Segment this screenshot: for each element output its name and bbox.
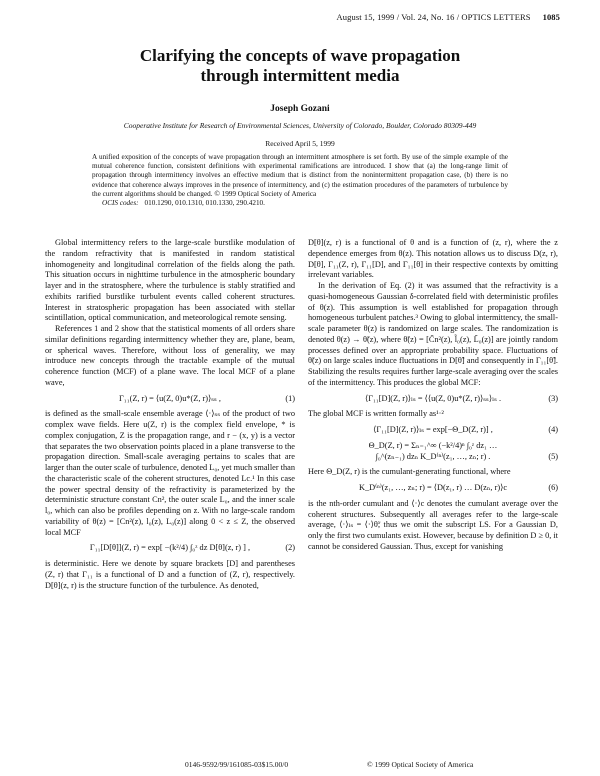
abstract: [92, 153, 508, 208]
equation-3: [308, 394, 558, 405]
equation-number: (2): [285, 543, 295, 553]
equation-body: ⟨Γ₁₁[D](Z, r)⟩ₗₛ = ⟨⟨u(Z, 0)u*(Z, r)⟩ₛₛ⟩ₗₛ .: [364, 393, 502, 403]
ocis-values: 010.1290, 010.1310, 010.1330, 290.4210.: [144, 199, 265, 208]
equation-body: ⟨Γ₁₁[D](Z, r)⟩ₗₛ = exp[−Θ_D(Z, r)] ,: [373, 425, 493, 434]
abstract-text: A unified exposition of the concepts of wave propagation through an intermittent atmosphere is set forth. By use of the simple example of the mutual coherence function, consistent definitions with experimental ramifications are introduced. I show that (a) the long-range limit of propagation through intermittency involves an effective medium that is distinct from the nonintermittent propagation case, (b) there is no evidence that coherence always improves in the presence of intermittency, and (c) the estimation procedures of the parameters of turbulence by the current algorithms should be changed. © 1999 Optical Society of America: [92, 153, 508, 198]
equation-number: (3): [548, 393, 558, 403]
equation-1: [45, 394, 295, 405]
equation-body: Γ₁₁(Z, r) = ⟨u(Z, 0)u*(Z, r)⟩ₛₛ ,: [119, 393, 221, 403]
journal-info: August 15, 1999 / Vol. 24, No. 16 / OPTICS LETTERS: [336, 12, 531, 22]
equation-line: Θ_D(Z, r) = Σₙ₌₁^∞ (−k²/4)ⁿ ∫₀ᶻ dz₁ …: [368, 440, 498, 450]
paragraph: is the nth-order cumulant and ⟨·⟩c denotes the cumulant average over the coherent structures. Subsequently all averages refer to the large-scale average, ⟨·⟩ₗₛ = ⟨·⟩θ̃; thus we omit the subscript LS. For a Gaussian D, only the first two cumulants exist. However, because by definition D ≥ 0, it cannot be considered Gaussian. Thus, except for vanishing: [308, 498, 558, 551]
equation-6: [308, 483, 558, 494]
paper-title: [0, 46, 600, 86]
equation-number: (6): [548, 483, 558, 492]
author-affiliation: Cooperative Institute for Research of Environmental Sciences, University of Colorado, Boulder, Colorado 80309-449: [123, 121, 477, 130]
author-name: Joseph Gozani: [270, 104, 330, 114]
paragraph: D[θ](z, r) is a functional of θ and is a function of (z, r), where the z dependence emerges from θ(z). This notation allows us to discuss D(z, r), D[θ], Γ₁₁(Z, r), Γ₁₁[D], and Γ₁₁[θ] in their respective contexts by omitting irrelevant variables.: [308, 238, 558, 280]
paragraph: is deterministic. Here we denote by square brackets [D] and parentheses (Z, r) that Γ₁₁ is a functional of D and a function of (Z, r), respectively. D[θ](z, r) is the structure function of the turbulence. As denoted,: [45, 559, 295, 590]
equation-4: [308, 425, 558, 436]
equation-number: (5): [548, 451, 558, 461]
paragraph: Global intermittency refers to the large-scale burstlike modulation of the random refractivity that is manifested in random statistical inhomogeneity and longitudinal correlation of the fields along the path. This situation occurs in nighttime turbulence in the atmospheric boundary layer and in the stratosphere, where the turbulence is stably stratified and exhibits rarified burstlike turbulent events called coherent structures. Interest in stratospheric propagation has been associated with stellar scintillation, optical communication, and meteorological remote sensing.: [45, 238, 295, 323]
equation-number: (4): [548, 425, 558, 434]
running-header: [337, 12, 560, 22]
title-line-1: Clarifying the concepts of wave propagation: [139, 46, 461, 65]
title-line-2: through intermittent media: [200, 66, 400, 85]
ocis-codes: [102, 199, 508, 208]
equation-5: [308, 441, 558, 463]
paragraph: is defined as the small-scale ensemble average ⟨·⟩ₛₛ of the product of two complex wave fields. Here u(Z, r) is the complex field envelope, * is complex conjugation, Z is the propagation range, and r − (x, y) is a vector that separates the two observation points placed in a plane transverse to the propagation direction. Small-scale averaging pertains to scales that are larger than the outer scale of turbulence, denoted L₀, yet much smaller than the characteristic scale of the coherent structures, denoted Lc.¹ In this case the power spectral density of the refractivity is parameterized by the deterministic structure constant Cn², the outer scale L₀, and the inner scale l₀, which can also be profiles depending on z. With no large-scale random variability of θ(z) = [Cn²(z), l₀(z), L₀(z)] along 0 < z ≤ Z, the observed local MCF: [45, 409, 295, 537]
equation-body: Γ₁₁[D[θ]](Z, r) = exp[ −(k²/4) ∫₀ᶻ dz D[θ](z, r) ] ,: [89, 543, 251, 553]
equation-2: [45, 543, 295, 554]
copyright: © 1999 Optical Society of America: [367, 760, 474, 769]
equation-line: ∫₀^(zₙ₋₁) dzₙ K_D⁽ⁿ⁾(z₁, …, zₙ; r) .: [375, 451, 491, 461]
paragraph: References 1 and 2 show that the statistical moments of all orders share similar definitions regarding intermittency whether they are, plane, beam, or spherical waves. Therefore, without loss of generality, we may introduce new concepts through the tractable example of the mutual coherence function (MCF) of a plane wave. The local MCF of a plane wave,: [45, 324, 295, 387]
equation-number: (1): [285, 393, 295, 403]
page-number: 1085: [542, 12, 560, 22]
paragraph: Here Θ_D(Z, r) is the cumulant-generating functional, where: [308, 467, 511, 477]
issn-code: 0146-9592/99/161085-03$15.00/0: [185, 760, 289, 769]
received-date: Received April 5, 1999: [265, 139, 335, 148]
right-column: [308, 238, 558, 553]
paragraph: In the derivation of Eq. (2) it was assumed that the refractivity is a quasi-homogeneous Gaussian δ-correlated field with deterministic profiles of θ(z). This assumption is well established for propagation through homogeneous turbulent patches.³ Owing to global intermittency, the small-scale parameter θ(z) is randomized on large scales. The randomization is denoted θ(z) → θ̃(z), where θ̃(z) = [C̃n²(z), l̃₀(z), L̃₀(z)] are jointly random processes defined over an appropriate probability space. Fluctuations of θ̃(z) on large scales induce fluctuations in D[θ̃] and consequently in Γ₁₁[θ̃]. Stabilizing the results requires further large-scale averaging over the scales of the intermittency. This produces the global MCF:: [308, 281, 558, 387]
equation-body: K_D⁽ⁿ⁾(z₁, …, zₙ; r) = ⟨D(z₁, r) … D(zₙ, r)⟩c: [358, 483, 508, 492]
paragraph: The global MCF is written formally as¹·²: [308, 409, 444, 419]
left-column: [45, 238, 295, 591]
ocis-label: OCIS codes:: [102, 199, 139, 208]
